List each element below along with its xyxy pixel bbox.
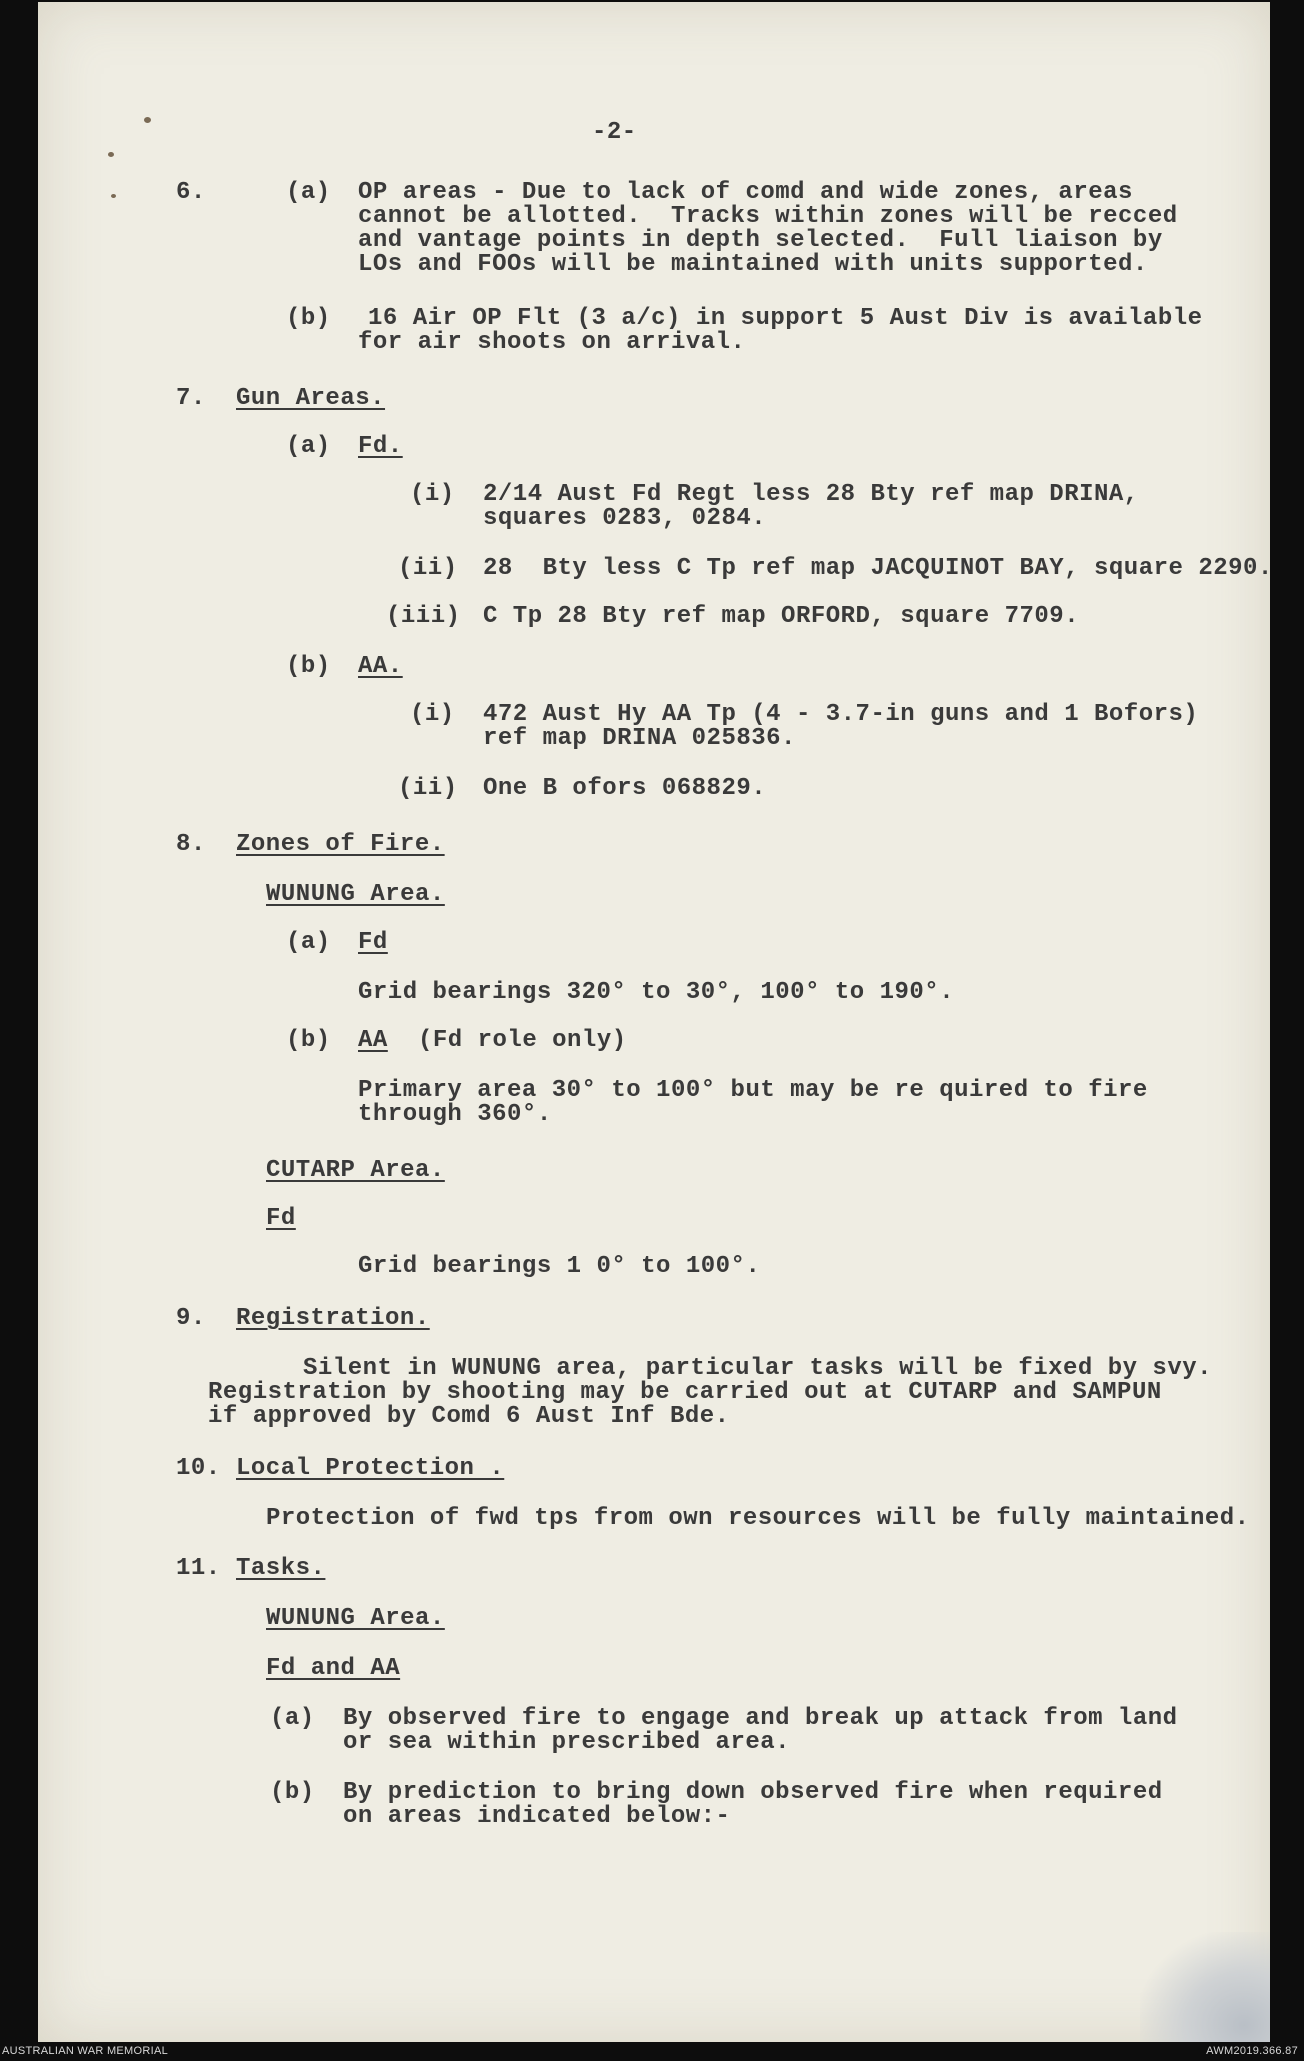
para-11b-line: on areas indicated below:- — [343, 1803, 731, 1830]
para-8b-note: (Fd role only) — [418, 1027, 627, 1054]
para-8b-heading: AA — [358, 1027, 388, 1054]
para-7a-heading: Fd. — [358, 433, 403, 460]
para-8a-label: (a) — [286, 929, 331, 956]
para-9-line: if approved by Comd 6 Aust Inf Bde. — [208, 1403, 730, 1430]
para-7a-i-line: squares 0283, 0284. — [483, 505, 767, 532]
para-9-line: Silent in WUNUNG area, particular tasks will be fixed by svy. — [303, 1355, 1213, 1382]
typed-text — [38, 2, 1273, 2042]
para-11b-line: By prediction to bring down observed fire when required — [343, 1779, 1163, 1806]
para-10-text: Protection of fwd tps from own resources will be fully maintained. — [266, 1505, 1250, 1532]
para-7-number: 7. — [176, 385, 206, 412]
para-9-line: Registration by shooting may be carried out at CUTARP and SAMPUN — [208, 1379, 1162, 1406]
document-page — [38, 2, 1273, 2042]
para-8b-line: Primary area 30° to 100° but may be re quired to fire — [358, 1077, 1148, 1104]
para-8-area2-text: Grid bearings 1 0° to 100°. — [358, 1253, 761, 1280]
para-11a-line: or sea within prescribed area. — [343, 1729, 791, 1756]
para-6a-label: (a) — [286, 179, 331, 206]
para-11-heading: Tasks. — [236, 1555, 326, 1582]
para-7b-i-line: 472 Aust Hy AA Tp (4 - 3.7-in guns and 1 Bofors) — [483, 701, 1199, 728]
archive-reference: AWM2019.366.87 — [1206, 2045, 1298, 2057]
para-8-heading: Zones of Fire. — [236, 831, 445, 858]
para-8-area2-subheading: Fd — [266, 1205, 296, 1232]
para-6a-line: LOs and FOOs will be maintained with units supported. — [358, 251, 1148, 278]
para-9-heading: Registration. — [236, 1305, 430, 1332]
para-11-number: 11. — [176, 1555, 221, 1582]
para-6a-line: and vantage points in depth selected. Full liaison by — [358, 227, 1163, 254]
archive-credit: AUSTRALIAN WAR MEMORIAL — [2, 2045, 169, 2057]
para-8a-text: Grid bearings 320° to 30°, 100° to 190°. — [358, 979, 955, 1006]
page-number: -2- — [592, 119, 637, 146]
para-7a-label: (a) — [286, 433, 331, 460]
para-10-number: 10. — [176, 1455, 221, 1482]
para-8-number: 8. — [176, 831, 206, 858]
para-7a-ii-label: (ii) — [398, 555, 458, 582]
para-11a-line: By observed fire to engage and break up attack from land — [343, 1705, 1178, 1732]
para-6a-line: cannot be allotted. Tracks within zones will be recced — [358, 203, 1178, 230]
para-7b-label: (b) — [286, 653, 331, 680]
para-7b-i-line: ref map DRINA 025836. — [483, 725, 796, 752]
para-8b-label: (b) — [286, 1027, 331, 1054]
para-6b-line: 16 Air OP Flt (3 a/c) in support 5 Aust Div is available — [368, 305, 1203, 332]
para-6b-label: (b) — [286, 305, 331, 332]
para-7-heading: Gun Areas. — [236, 385, 386, 412]
para-7b-ii-label: (ii) — [398, 775, 458, 802]
para-7a-ii-line: 28 Bty less C Tp ref map JACQUINOT BAY, square 2290. — [483, 555, 1273, 582]
para-8-area-heading: WUNUNG Area. — [266, 881, 445, 908]
para-6-number: 6. — [176, 179, 206, 206]
para-8a-heading: Fd — [358, 929, 388, 956]
para-6a-line: OP areas - Due to lack of comd and wide zones, areas — [358, 179, 1133, 206]
para-11b-label: (b) — [270, 1779, 315, 1806]
para-11-subheading: Fd and AA — [266, 1655, 401, 1682]
para-9-number: 9. — [176, 1305, 206, 1332]
para-7b-ii-line: One B ofors 068829. — [483, 775, 767, 802]
para-11-area-heading: WUNUNG Area. — [266, 1605, 445, 1632]
para-8-area2-heading: CUTARP Area. — [266, 1157, 445, 1184]
para-7a-iii-line: C Tp 28 Bty ref map ORFORD, square 7709. — [483, 603, 1080, 630]
para-7a-i-line: 2/14 Aust Fd Regt less 28 Bty ref map DRINA, — [483, 481, 1139, 508]
para-10-heading: Local Protection . — [236, 1455, 505, 1482]
para-7b-heading: AA. — [358, 653, 403, 680]
para-11a-label: (a) — [270, 1705, 315, 1732]
para-7b-i-label: (i) — [410, 701, 455, 728]
para-8b-line: through 360°. — [358, 1101, 552, 1128]
para-7a-iii-label: (iii) — [386, 603, 461, 630]
para-7a-i-label: (i) — [410, 481, 455, 508]
para-6b-line: for air shoots on arrival. — [358, 329, 746, 356]
